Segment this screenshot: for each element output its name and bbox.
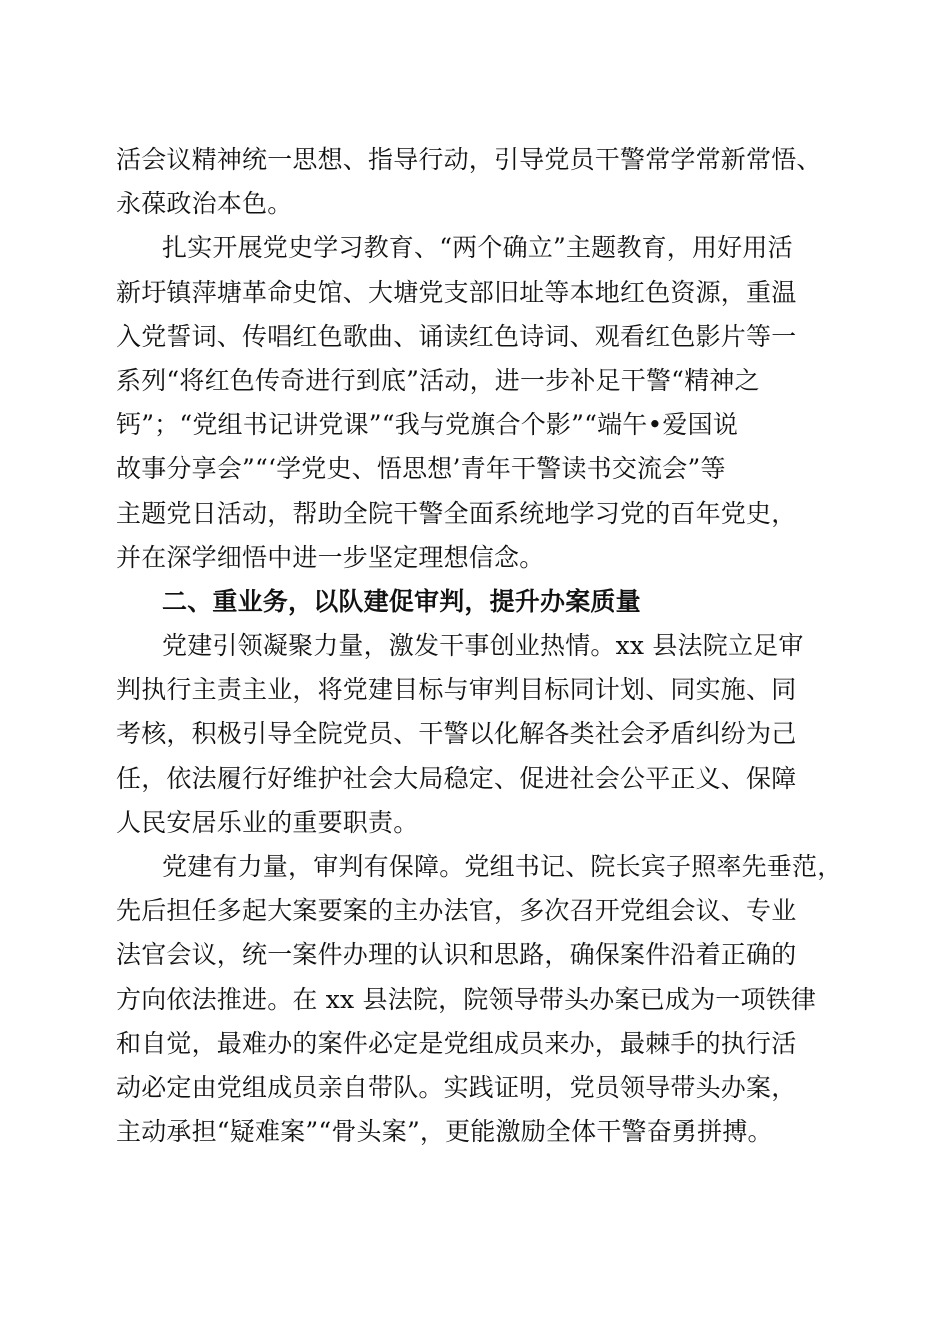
text-line: 动必定由党组成员亲自带队。实践证明，党员领导带头办案，	[116, 1072, 797, 1102]
paragraph-leaders-handle-cases	[116, 845, 843, 1154]
text-line: 判执行主责主业，将党建目标与审判目标同计划、同实施、同	[116, 675, 797, 705]
text-line: 人民安居乐业的重要职责。	[116, 807, 419, 837]
text-line: 入党誓词、传唱红色歌曲、诵读红色诗词、观看红色影片等一	[116, 321, 797, 351]
text-line: 和自觉，最难办的案件必定是党组成员来办，最棘手的执行活	[116, 1028, 797, 1058]
paragraph-party-history-education	[116, 226, 840, 580]
text-line: 扎实开展党史学习教育、“两个确立”主题教育，用好用活	[162, 233, 793, 263]
text-line: 主动承担“疑难案”“骨头案”，更能激励全体干警奋勇拼搏。	[116, 1117, 773, 1147]
document-body	[116, 138, 843, 1154]
section-heading-text: 二、重业务，以队建促审判，提升办案质量	[162, 586, 641, 616]
text-line: 方向依法推进。在 xx 县法院，院领导带头办案已成为一项铁律	[116, 984, 817, 1014]
text-line: 故事分享会”“‘学党史、悟思想’青年干警读书交流会”等	[116, 454, 726, 484]
text-line: 党建引领凝聚力量，激发干事创业热情。xx 县法院立足审	[162, 631, 804, 661]
text-line: 钙”；“党组书记讲党课”“我与党旗合个影”“端午•爱国说	[116, 410, 739, 440]
text-line: 并在深学细悟中进一步坚定理想信念。	[116, 542, 545, 572]
text-line: 活会议精神统一思想、指导行动，引导党员干警常学常新常悟、	[116, 145, 822, 174]
text-line: 党建有力量，审判有保障。党组书记、院长宾子照率先垂范，	[162, 852, 843, 881]
paragraph-party-building-cohesion	[116, 624, 840, 845]
text-line: 考核，积极引导全院党员、干警以化解各类社会矛盾纠纷为己	[116, 719, 797, 749]
text-line: 先后担任多起大案要案的主办法官，多次召开党组会议、专业	[116, 896, 797, 926]
text-line: 主题党日活动，帮助全院干警全面系统地学习党的百年党史，	[116, 498, 797, 528]
text-line: 任，依法履行好维护社会大局稳定、促进社会公平正义、保障	[116, 763, 797, 793]
text-line: 永葆政治本色。	[116, 189, 293, 219]
text-line: 新圩镇萍塘革命史馆、大塘党支部旧址等本地红色资源，重温	[116, 277, 797, 307]
text-line: 系列“将红色传奇进行到底”活动，进一步补足干警“精神之	[116, 365, 760, 395]
paragraph-intro-continued	[116, 138, 840, 226]
section-heading-two	[116, 580, 840, 624]
text-line: 法官会议，统一案件办理的认识和思路，确保案件沿着正确的	[116, 940, 797, 970]
